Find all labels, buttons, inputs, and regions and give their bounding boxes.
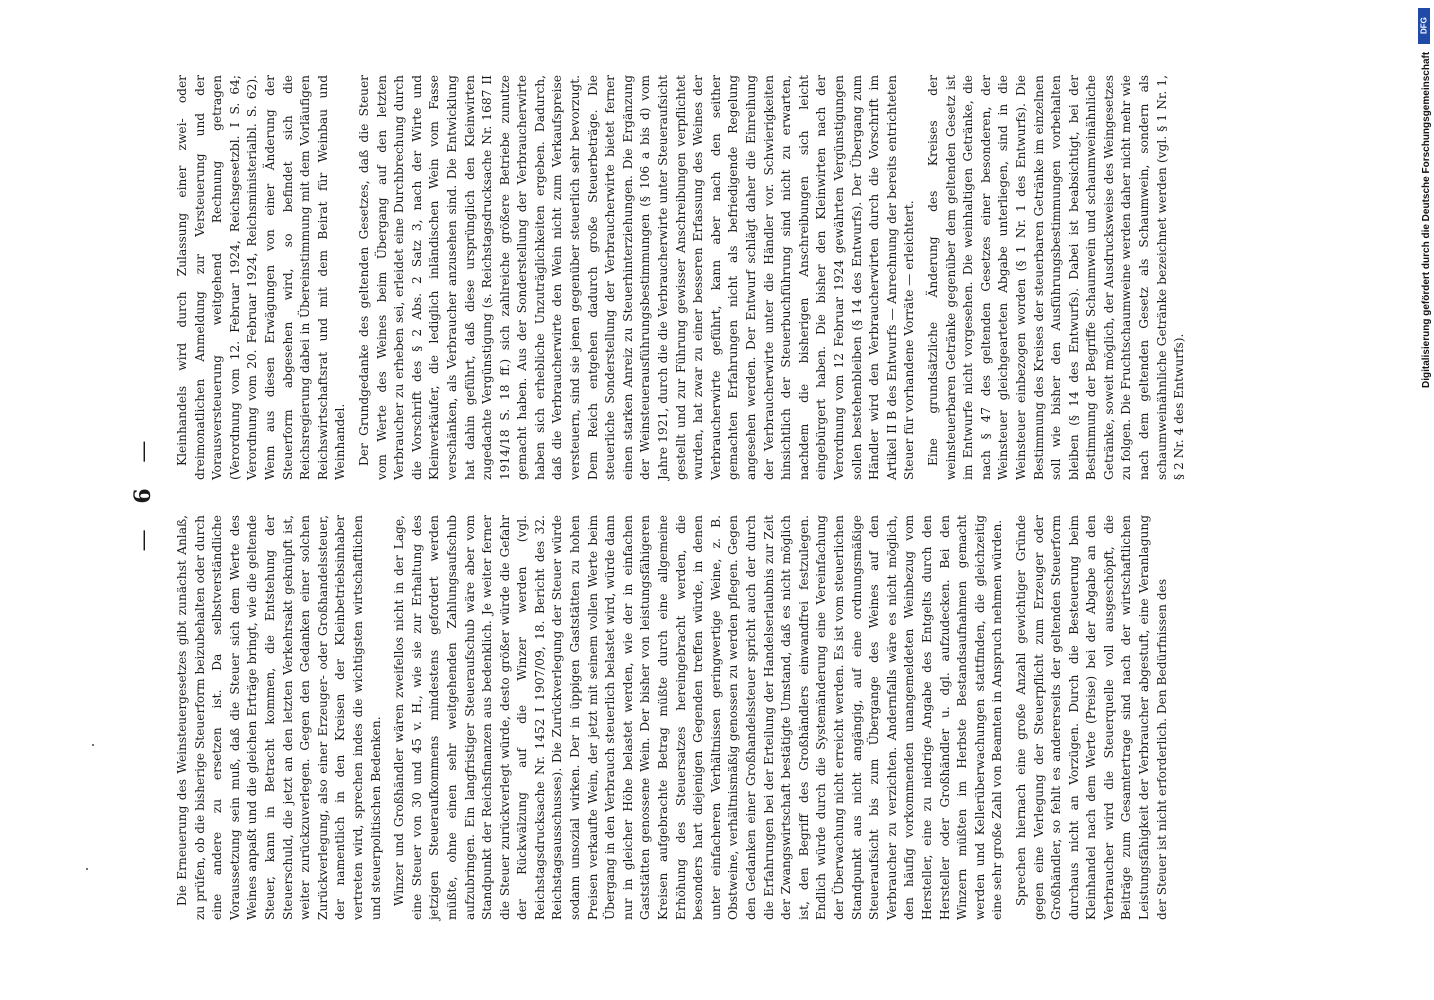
page-header [130, 70, 170, 920]
header-dash-right: — [131, 438, 156, 463]
left-column [174, 515, 1177, 920]
scan-speck [92, 744, 94, 746]
header-dash-left: — [131, 527, 156, 552]
dfg-logo: DFG [1418, 8, 1430, 44]
right-paragraph-2: Der Grundgedanke des geltenden Gesetzes, daß die Steuer vom Werte des Weines beim Übergang auf den letzten Verbraucher zu erheben sei, erleidet eine Durchbrechung durch die Vorschrift des § 2 Abs. 2 Satz 3, nach der Wirte und Kleinverkäufer, die lediglich inländischen Wein vom Fasse verschänken, als Verbraucher anzusehen sind. Die Entwicklung hat dahin geführt, daß diese ursprünglich den Kleinwirten zugedachte Vergünstigung (s. Reichstagsdrucksache Nr. 1687 II 1914/18 S. 18 ff.) sich zahlreiche größere Betriebe zunutze gemacht haben. Aus der Sonderstellung der Verbraucherwirte haben sich erhebliche Unzuträglichkeiten ergeben. Dadurch, daß die Verbraucherwirte den Wein nicht zum Verkaufspreise versteuern, sind sie jenen gegenüber steuerlich sehr bevorzugt. Dem Reich entgehen dadurch große Steuerbeträge. Die steuerliche Sonderstellung der Verbraucherwirte bietet ferner einen starken Anreiz zu Steuerhinterziehungen. Die Ergänzung der Weinsteuerausführungsbestimmungen (§ 106 a bis d) vom Jahre 1921, durch die die Verbraucherwirte unter Steueraufsicht gestellt und zur Führung gewisser Anschreibungen verpflichtet wurden, hat zwar zu einer besseren Erfassung des Weines der Verbraucherwirte geführt, kann aber nach den seither gemachten Erfahrungen nicht als befriedigende Regelung angesehen werden. Der Entwurf schlägt daher die Einreihung der Verbraucherwirte unter die Händler vor. Schwierigkeiten hinsichtlich der Steuerbuchführung sind nicht zu erwarten, nachdem die bisherigen Anschreibungen sich leicht eingebürgert haben. Die bisher den Kleinwirten nach der Verordnung vom 12 Februar 1924 gewährten Vergünstigungen sollen bestehenbleiben (§ 14 des Entwurfs). Der Übergang zum Händler wird den Verbraucherwirten durch die Vorschrift im Artikel II B des Entwurfs — Anrechnung der bereits entrichteten Steuer für vorhandene Vorräte — erleichtert. [356, 75, 917, 480]
credit-text: Digitalisierung gefördert durch die Deutsche Forschungsgemeinschaft [1421, 52, 1432, 389]
scan-speck [86, 868, 88, 870]
digitization-credit [1421, 52, 1432, 442]
rotated-page [130, 70, 1430, 920]
left-paragraph-2: Winzer und Großhändler wären zweifellos nicht in der Lage, eine Steuer von 30 und 45 v. H., wie sie zur Erhaltung des jetzigen Steueraufkommens mindestens gefordert werden müßte, ohne einen sehr weitgehenden Zahlungsaufschub aufzubringen. Ein langfristiger Steueraufschub wäre aber vom Standpunkt der Reichsfinanzen aus bedenklich. Je weiter ferner die Steuer zurückverlegt würde, desto größer würde die Gefahr der Rückwälzung auf die Winzer werden (vgl. Reichstagsdrucksache Nr. 1452 I 1907/09, 18. Bericht des 32. Reichstagsausschusses). Die Zurückverlegung der Steuer würde sodann unsozial wirken. Der in üppigen Gaststätten zu hohen Preisen verkaufte Wein, der jetzt mit seinem vollen Werte beim Übergang in den Verbrauch steuerlich belastet wird, würde dann nur in gleicher Höhe belastet werden, wie der in einfachen Gaststätten genossene Wein. Der bisher von leistungsfähigeren Kreisen aufgebrachte Betrag müßte durch eine allgemeine Erhöhung des Steuersatzes hereingebracht werden, die besonders hart diejenigen Gegenden treffen würde, in denen unter einfacheren Verhältnissen geringwertige Weine, z. B. Obstweine, verhältnismäßig genossen zu werden pflegen. Gegen den Gedanken einer Großhandelssteuer spricht auch der durch die Erfahrungen bei der Erteilung der Handelserlaubnis zur Zeit der Zwangswirtschaft bestätigte Umstand, daß es nicht möglich ist, den Begriff des Großhändlers einwandfrei festzulegen. Endlich würde durch die Systemänderung eine Vereinfachung der Überwachung nicht erreicht werden. Es ist vom steuerlichen Standpunkt aus nicht angängig, auf eine ordnungsmäßige Steueraufsicht bis zum Übergange des Weines auf den Verbraucher zu verzichten. Andernfalls wäre es nicht möglich, den häufig vorkommenden unangemeldeten Weinbezug vom Hersteller, eine zu niedrige Angabe des Entgelts durch den Hersteller oder Großhändler u. dgl. aufzudecken. Bei den Winzern müßten im Herbste Bestandsaufnahmen gemacht werden und Kellerüberwachungen stattfinden, die gleichzeitig eine sehr große Zahl von Beamten in Anspruch nehmen würden. [392, 515, 1005, 920]
right-paragraph-1: Kleinhandels wird durch Zulassung einer zwei- oder dreimonatlichen Anmeldung zur Versteuerung und der Vorausversteuerung weitgehend Rechnung getragen (Verordnung vom 12. Februar 1924, Reichsgesetzbl. I S. 64; Verordnung vom 20. Februar 1924, Reichsministerialbl. S. 62). Wenn aus diesen Erwägungen von einer Änderung der Steuerform abgesehen wird, so befindet sich die Reichsregierung dabei in Übereinstimmung mit dem Vorläufigen Reichswirtschaftsrat und mit dem Beirat für Weinbau und Weinhandel. [175, 75, 348, 480]
right-column [174, 75, 1195, 480]
page-number: 6 [130, 486, 156, 504]
left-paragraph-1: Die Erneuerung des Weinsteuergesetzes gibt zunächst Anlaß, zu prüfen, ob die bisherige Steuerform beizubehalten oder durch eine andere zu ersetzen ist. Da selbstverständliche Voraussetzung sein muß, daß die Steuer sich dem Werte des Weines anpaßt und die gleichen Erträge bringt, wie die geltende Steuer, kann in Betracht kommen, die Entstehung der Steuerschuld, die jetzt an den letzten Verkehrsakt geknüpft ist, weiter zurückzuverlegen. Gegen den Gedanken einer solchen Zurückverlegung, also einer Erzeuger- oder Großhandelssteuer, der namentlich in den Kreisen der Kleinbetriebsinhaber vertreten wird, sprechen indes die wichtigsten wirtschaftlichen und steuerpolitischen Bedenken. [175, 515, 383, 920]
left-paragraph-3: Sprechen hiernach eine große Anzahl gewichtiger Gründe gegen eine Verlegung der Steuerpflicht zum Erzeuger oder Großhändler, so fehlt es andererseits der geltenden Steuerform durchaus nicht an Vorzügen. Durch die Besteuerung beim Kleinhandel nach dem Werte (Preise) bei der Abgabe an den Verbraucher wird die Steuerquelle voll ausgeschöpft, die Beiträge zum Gesamtertrage sind nach der wirtschaftlichen Leistungsfähigkeit der Verbraucher abgestuft, eine Veranlagung der Steuer ist nicht erforderlich. Den Bedürfnissen des [1013, 515, 1169, 920]
right-paragraph-3: Eine grundsätzliche Änderung des Kreises der weinsteuerbaren Getränke gegenüber dem geltenden Gesetz ist im Entwurfe nicht vorgesehen. Die weinhaltigen Getränke, die nach § 47 des geltenden Gesetzes einer besonderen, der Weinsteuer gleichgearteten Abgabe unterliegen, sind in die Weinsteuer einbezogen worden (§ 1 Nr. 1 des Entwurfs). Die Bestimmung des Kreises der steuerbaren Getränke im einzelnen soll wie bisher den Ausführungsbestimmungen vorbehalten bleiben (§ 14 des Entwurfs). Dabei ist beabsichtigt, bei der Bestimmung der Begriffe Schaumwein und schaumweinähnliche Getränke, soweit möglich, der Ausdrucksweise des Weingesetzes zu folgen. Die Fruchtschaumweine werden daher nicht mehr wie nach dem geltenden Gesetz als Schaumwein, sondern als schaumweinähnliche Getränke bezeichnet werden (vgl. § 1 Nr. 1, § 2 Nr. 4 des Entwurfs). [925, 75, 1187, 480]
